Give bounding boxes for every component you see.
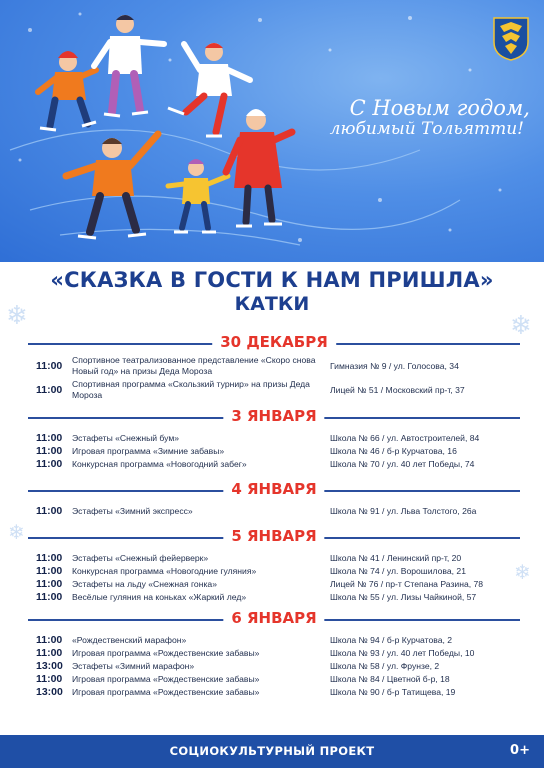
new-year-greeting bbox=[306, 96, 530, 140]
event-place: Школа № 66 / ул. Автостроителей, 84 bbox=[330, 433, 480, 443]
snowflake-icon: ❄ bbox=[6, 300, 28, 330]
day-date: 5 ЯНВАРЯ bbox=[223, 527, 324, 545]
event-name: Игровая программа «Зимние забавы» bbox=[72, 446, 225, 456]
event-place: Школа № 58 / ул. Фрунзе, 2 bbox=[330, 661, 440, 671]
event-place: Школа № 55 / ул. Лизы Чайкиной, 57 bbox=[330, 592, 477, 602]
event-time: 11:00 bbox=[36, 432, 63, 444]
event-row bbox=[28, 378, 520, 402]
event-name: Игровая программа «Рождественские забавы» bbox=[72, 648, 260, 658]
event-place: Школа № 41 / Ленинский пр-т, 20 bbox=[330, 553, 462, 563]
footer-bar bbox=[0, 735, 544, 768]
event-time: 11:00 bbox=[36, 383, 63, 396]
event-time: 11:00 bbox=[36, 565, 63, 577]
day-date: 30 ДЕКАБРЯ bbox=[212, 333, 336, 351]
day-header bbox=[28, 526, 520, 548]
event-time: 11:00 bbox=[36, 673, 63, 685]
event-name: Игровая программа «Рождественские забавы» bbox=[72, 687, 260, 697]
snowflake-icon: ❄ bbox=[514, 562, 531, 584]
event-time: 11:00 bbox=[36, 445, 63, 457]
greeting-line-1: С Новым годом, bbox=[349, 96, 530, 120]
age-rating-badge: 0+ bbox=[510, 743, 530, 758]
event-row bbox=[28, 552, 520, 565]
event-row bbox=[28, 505, 520, 518]
event-name: Эстафеты «Зимний марафон» bbox=[72, 661, 195, 671]
event-time: 13:00 bbox=[36, 660, 63, 672]
greeting-line-2: любимый Тольятти! bbox=[329, 119, 524, 140]
event-time: 11:00 bbox=[36, 578, 63, 590]
hero-banner bbox=[0, 0, 544, 262]
event-place: Школа № 91 / ул. Льва Толстого, 26а bbox=[330, 506, 477, 516]
event-row bbox=[28, 354, 520, 378]
event-name: «Рождественский марафон» bbox=[72, 635, 187, 645]
event-name: Эстафеты «Снежный бум» bbox=[72, 433, 180, 443]
day-date: 6 ЯНВАРЯ bbox=[223, 609, 324, 627]
event-time: 11:00 bbox=[36, 458, 63, 470]
event-row bbox=[28, 673, 520, 686]
event-title-block bbox=[0, 268, 544, 315]
event-time: 13:00 bbox=[36, 686, 63, 698]
event-time: 11:00 bbox=[36, 634, 63, 646]
event-name: Конкурсная программа «Новогодний забег» bbox=[72, 459, 247, 469]
event-row bbox=[28, 445, 520, 458]
event-row bbox=[28, 591, 520, 604]
event-row bbox=[28, 565, 520, 578]
event-place: Лицей № 76 / пр-т Степана Разина, 78 bbox=[330, 579, 484, 589]
event-row bbox=[28, 432, 520, 445]
event-place: Лицей № 51 / Московский пр-т, 37 bbox=[330, 384, 465, 395]
event-name: Спортивная программа «Скользкий турнир» на призы Деда Мороза bbox=[72, 379, 310, 400]
snowflake-icon: ❄ bbox=[510, 310, 532, 340]
event-place: Школа № 84 / Цветной б-р, 18 bbox=[330, 674, 450, 684]
day-date: 4 ЯНВАРЯ bbox=[223, 480, 324, 498]
event-name: Эстафеты «Зимний экспресс» bbox=[72, 506, 193, 516]
day-header bbox=[28, 608, 520, 630]
schedule bbox=[28, 328, 520, 699]
event-place: Гимназия № 9 / ул. Голосова, 34 bbox=[330, 360, 459, 371]
event-time: 11:00 bbox=[36, 647, 63, 659]
event-place: Школа № 90 / б-р Татищева, 19 bbox=[330, 687, 456, 697]
event-row bbox=[28, 647, 520, 660]
event-name: Игровая программа «Рождественские забавы» bbox=[72, 674, 260, 684]
event-time: 11:00 bbox=[36, 505, 63, 517]
day-header bbox=[28, 479, 520, 501]
event-place: Школа № 93 / ул. 40 лет Победы, 10 bbox=[330, 648, 475, 658]
event-time: 11:00 bbox=[36, 359, 63, 372]
event-place: Школа № 46 / б-р Курчатова, 16 bbox=[330, 446, 457, 456]
city-coat-of-arms-icon bbox=[492, 16, 530, 62]
event-name: Эстафеты на льду «Снежная гонка» bbox=[72, 579, 217, 589]
event-row bbox=[28, 660, 520, 673]
event-name: Конкурсная программа «Новогодние гуляния» bbox=[72, 566, 257, 576]
event-time: 11:00 bbox=[36, 591, 63, 603]
page-subtitle: КАТКИ bbox=[234, 293, 310, 315]
event-row bbox=[28, 458, 520, 471]
event-name: Весёлые гуляния на коньках «Жаркий лед» bbox=[72, 592, 247, 602]
event-place: Школа № 70 / ул. 40 лет Победы, 74 bbox=[330, 459, 475, 469]
snowflake-icon: ❄ bbox=[8, 522, 25, 544]
event-place: Школа № 94 / б-р Курчатова, 2 bbox=[330, 635, 453, 645]
event-time: 11:00 bbox=[36, 552, 63, 564]
event-name: Спортивное театрализованное представление «Скоро снова Новый год» на призы Деда Мороза bbox=[72, 355, 316, 376]
project-label: СОЦИОКУЛЬТУРНЫЙ ПРОЕКТ bbox=[169, 744, 375, 758]
day-header bbox=[28, 406, 520, 428]
day-date: 3 ЯНВАРЯ bbox=[223, 407, 324, 425]
event-place: Школа № 74 / ул. Ворошилова, 21 bbox=[330, 566, 466, 576]
event-name: Эстафеты «Снежный фейерверк» bbox=[72, 553, 209, 563]
event-row bbox=[28, 634, 520, 647]
event-row bbox=[28, 578, 520, 591]
event-row bbox=[28, 686, 520, 699]
day-header bbox=[28, 332, 520, 354]
page-title: «СКАЗКА В ГОСТИ К НАМ ПРИШЛА» bbox=[50, 268, 494, 292]
